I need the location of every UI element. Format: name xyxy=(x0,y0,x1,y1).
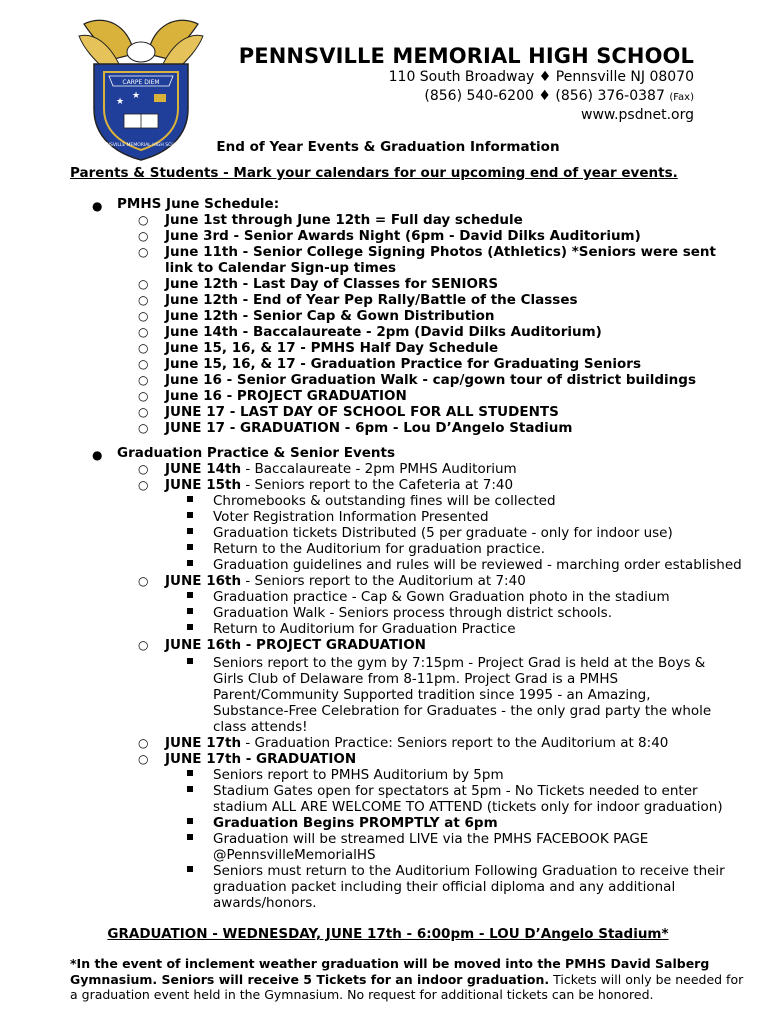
event-sub-item: Graduation practice - Cap & Gown Graduation photo in the stadium xyxy=(213,589,670,605)
schedule-item: ○ June 15, 16, & 17 - Graduation Practice for Graduating Seniors xyxy=(138,356,641,372)
event-sub-item: Chromebooks & outstanding fines will be collected xyxy=(213,493,556,509)
bullet-dot: ● xyxy=(92,448,103,462)
event-sub-item: Voter Registration Information Presented xyxy=(213,509,489,525)
event-june-15: ○ JUNE 15th - Seniors report to the Cafeteria at 7:40 xyxy=(138,477,514,493)
event-sub-item: Graduation guidelines and rules will be reviewed - marching order established xyxy=(213,557,742,573)
school-address: 110 South Broadway ♦ Pennsville NJ 08070 xyxy=(388,69,694,85)
svg-text:★: ★ xyxy=(132,91,141,101)
svg-text:★: ★ xyxy=(116,97,125,107)
event-project-graduation: ○ JUNE 16th - PROJECT GRADUATION xyxy=(138,637,426,653)
event-june-17-practice: ○ JUNE 17th - Graduation Practice: Seniors report to the Auditorium at 8:40 xyxy=(138,735,669,751)
event-sub-item: Graduation Begins PROMPTLY at 6pm xyxy=(213,815,498,831)
event-sub-item-continued: Girls Club of Delaware from 8-11pm. Project Grad is a PMHS xyxy=(213,671,619,687)
event-june-16: ○ JUNE 16th - Seniors report to the Auditorium at 7:40 xyxy=(138,573,526,589)
event-sub-item-continued: stadium ALL ARE WELCOME TO ATTEND (tickets only for indoor graduation) xyxy=(213,799,723,815)
event-sub-item-continued: class attends! xyxy=(213,719,308,735)
bullet-dot: ● xyxy=(92,199,103,213)
graduation-summary-title: GRADUATION - WEDNESDAY, JUNE 17th - 6:00pm - LOU D’Angelo Stadium* xyxy=(107,926,669,942)
schedule-item: ○ JUNE 17 - GRADUATION - 6pm - Lou D’Angelo Stadium xyxy=(138,420,573,436)
crest-school-name: PENNSVILLE MEMORIAL HIGH SCHOOL xyxy=(97,143,185,148)
event-sub-item: Seniors report to PMHS Auditorium by 5pm xyxy=(213,767,504,783)
school-phone xyxy=(424,88,694,104)
crest-motto: CARPE DIEM xyxy=(122,79,160,86)
weather-note: *In the event of inclement weather graduation will be moved into the PMHS David Salberg Gymnasium. Seniors will receive 5 Tickets for an indoor graduation. Tickets will only be needed for a graduation event held in the Gymnasium. No request for additional tickets can be honored. xyxy=(70,956,744,1002)
june-schedule-heading: PMHS June Schedule: xyxy=(117,196,280,212)
event-graduation: ○ JUNE 17th - GRADUATION xyxy=(138,751,357,767)
event-sub-item-continued: graduation packet including their official diploma and any additional xyxy=(213,879,676,895)
schedule-item-continued: link to Calendar Sign-up times xyxy=(165,260,397,276)
event-sub-item: Seniors must return to the Auditorium Following Graduation to receive their xyxy=(213,863,725,879)
schedule-item: ○ JUNE 17 - LAST DAY OF SCHOOL FOR ALL STUDENTS xyxy=(138,404,559,420)
event-sub-item: Graduation tickets Distributed (5 per graduate - only for indoor use) xyxy=(213,525,673,541)
schedule-item: ○ June 16 - Senior Graduation Walk - cap/gown tour of district buildings xyxy=(138,372,696,388)
event-sub-item-continued: @PennsvilleMemorialHS xyxy=(213,847,376,863)
event-sub-item: Seniors report to the gym by 7:15pm - Project Grad is held at the Boys & xyxy=(213,655,705,671)
school-website[interactable]: www.psdnet.org xyxy=(581,107,694,123)
schedule-item: ○ June 12th - Senior Cap & Gown Distribution xyxy=(138,308,495,324)
schedule-item: ○ June 16 - PROJECT GRADUATION xyxy=(138,388,407,404)
phone-numbers: (856) 540-6200 ♦ (856) 376-0387 xyxy=(424,88,665,104)
event-sub-item-continued: Parent/Community Supported tradition since 1995 - an Amazing, xyxy=(213,687,651,703)
document-title: End of Year Events & Graduation Information xyxy=(216,139,560,155)
schedule-item: ○ June 14th - Baccalaureate - 2pm (David Dilks Auditorium) xyxy=(138,324,602,340)
schedule-item: ○ June 12th - End of Year Pep Rally/Battle of the Classes xyxy=(138,292,578,308)
fax-label: (Fax) xyxy=(669,92,694,103)
event-sub-item: Return to the Auditorium for graduation practice. xyxy=(213,541,545,557)
schedule-item: ○ June 1st through June 12th = Full day schedule xyxy=(138,212,523,228)
event-sub-item: Stadium Gates open for spectators at 5pm - No Tickets needed to enter xyxy=(213,783,698,799)
event-sub-item-continued: awards/honors. xyxy=(213,895,317,911)
event-june-14: ○ JUNE 14th - Baccalaureate - 2pm PMHS Auditorium xyxy=(138,461,517,477)
event-sub-item: Return to Auditorium for Graduation Practice xyxy=(213,621,516,637)
schedule-item: ○ June 11th - Senior College Signing Photos (Athletics) *Seniors were sent xyxy=(138,244,716,260)
grad-events-heading: Graduation Practice & Senior Events xyxy=(117,445,396,461)
event-sub-item: Graduation Walk - Seniors process through district schools. xyxy=(213,605,612,621)
event-sub-item: Graduation will be streamed LIVE via the PMHS FACEBOOK PAGE xyxy=(213,831,648,847)
school-name: PENNSVILLE MEMORIAL HIGH SCHOOL xyxy=(238,44,694,68)
schedule-item: ○ June 12th - Last Day of Classes for SENIORS xyxy=(138,276,499,292)
event-sub-item-continued: Substance-Free Celebration for Graduates - the only grad party the whole xyxy=(213,703,712,719)
intro-line: Parents & Students - Mark your calendars for our upcoming end of year events. xyxy=(70,165,678,181)
schedule-item: ○ June 15, 16, & 17 - PMHS Half Day Schedule xyxy=(138,340,499,356)
schedule-item: ○ June 3rd - Senior Awards Night (6pm - David Dilks Auditorium) xyxy=(138,228,641,244)
